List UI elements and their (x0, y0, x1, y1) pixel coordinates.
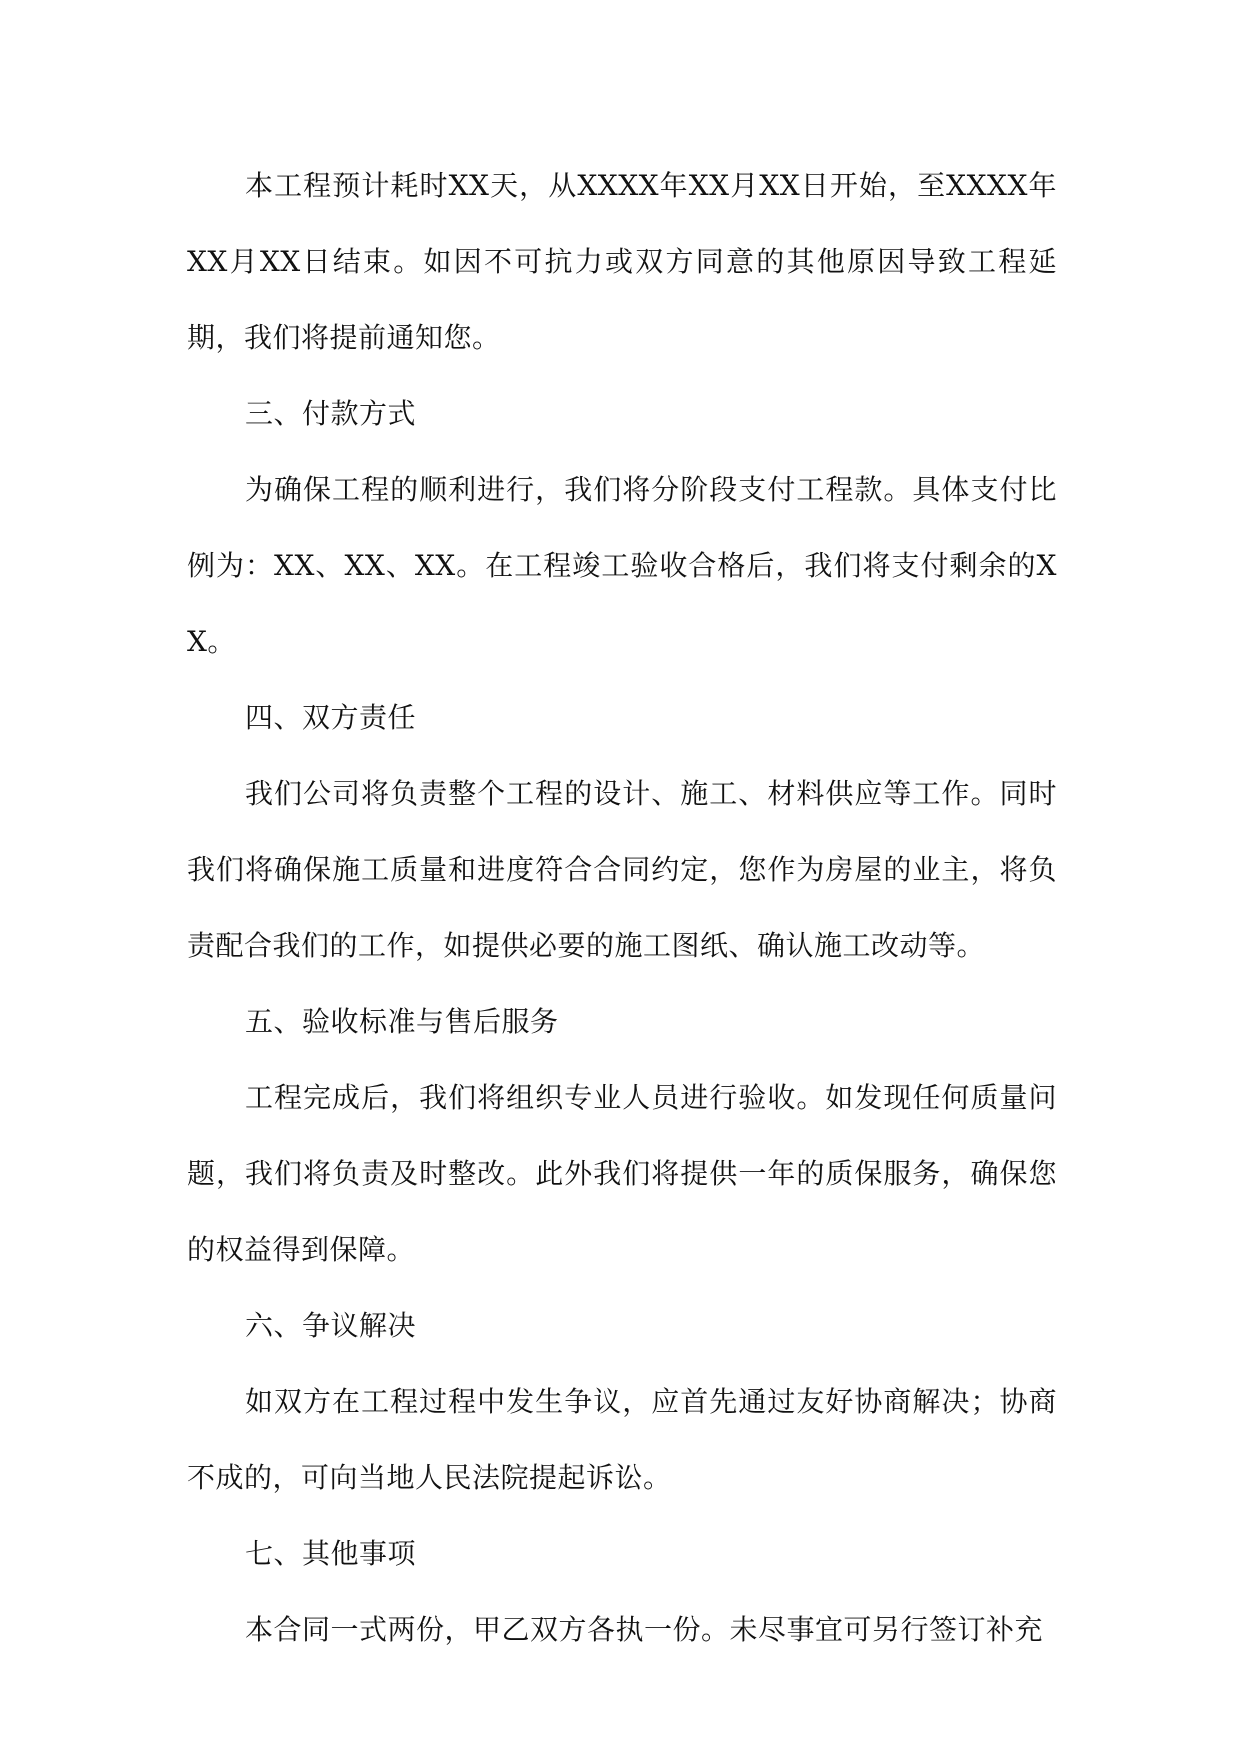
paragraph-payment: 为确保工程的顺利进行，我们将分阶段支付工程款。具体支付比例为：XX、XX、XX。在工程竣工验收合格后，我们将支付剩余的XX。 (187, 473, 1057, 658)
paragraph-acceptance: 工程完成后，我们将组织专业人员进行验收。如发现任何质量问题，我们将负责及时整改。此外我们将提供一年的质保服务，确保您的权益得到保障。 (187, 1081, 1057, 1266)
section-heading-dispute: 六、争议解决 (245, 1309, 417, 1342)
document-body (187, 148, 1057, 1668)
paragraph-schedule: 本工程预计耗时XX天，从XXXX年XX月XX日开始，至XXXX年XX月XX日结束。如因不可抗力或双方同意的其他原因导致工程延期，我们将提前通知您。 (187, 169, 1057, 354)
section-heading-responsibilities: 四、双方责任 (245, 701, 417, 734)
paragraph-other: 本合同一式两份，甲乙双方各执一份。未尽事宜可另行签订补充 (245, 1613, 1044, 1646)
section-heading-acceptance: 五、验收标准与售后服务 (245, 1005, 559, 1038)
section-heading-other: 七、其他事项 (245, 1537, 417, 1570)
paragraph-responsibilities: 我们公司将负责整个工程的设计、施工、材料供应等工作。同时我们将确保施工质量和进度符合合同约定，您作为房屋的业主，将负责配合我们的工作，如提供必要的施工图纸、确认施工改动等。 (187, 777, 1057, 962)
section-heading-payment: 三、付款方式 (245, 397, 417, 430)
paragraph-dispute: 如双方在工程过程中发生争议，应首先通过友好协商解决；协商不成的，可向当地人民法院提起诉讼。 (187, 1385, 1057, 1494)
